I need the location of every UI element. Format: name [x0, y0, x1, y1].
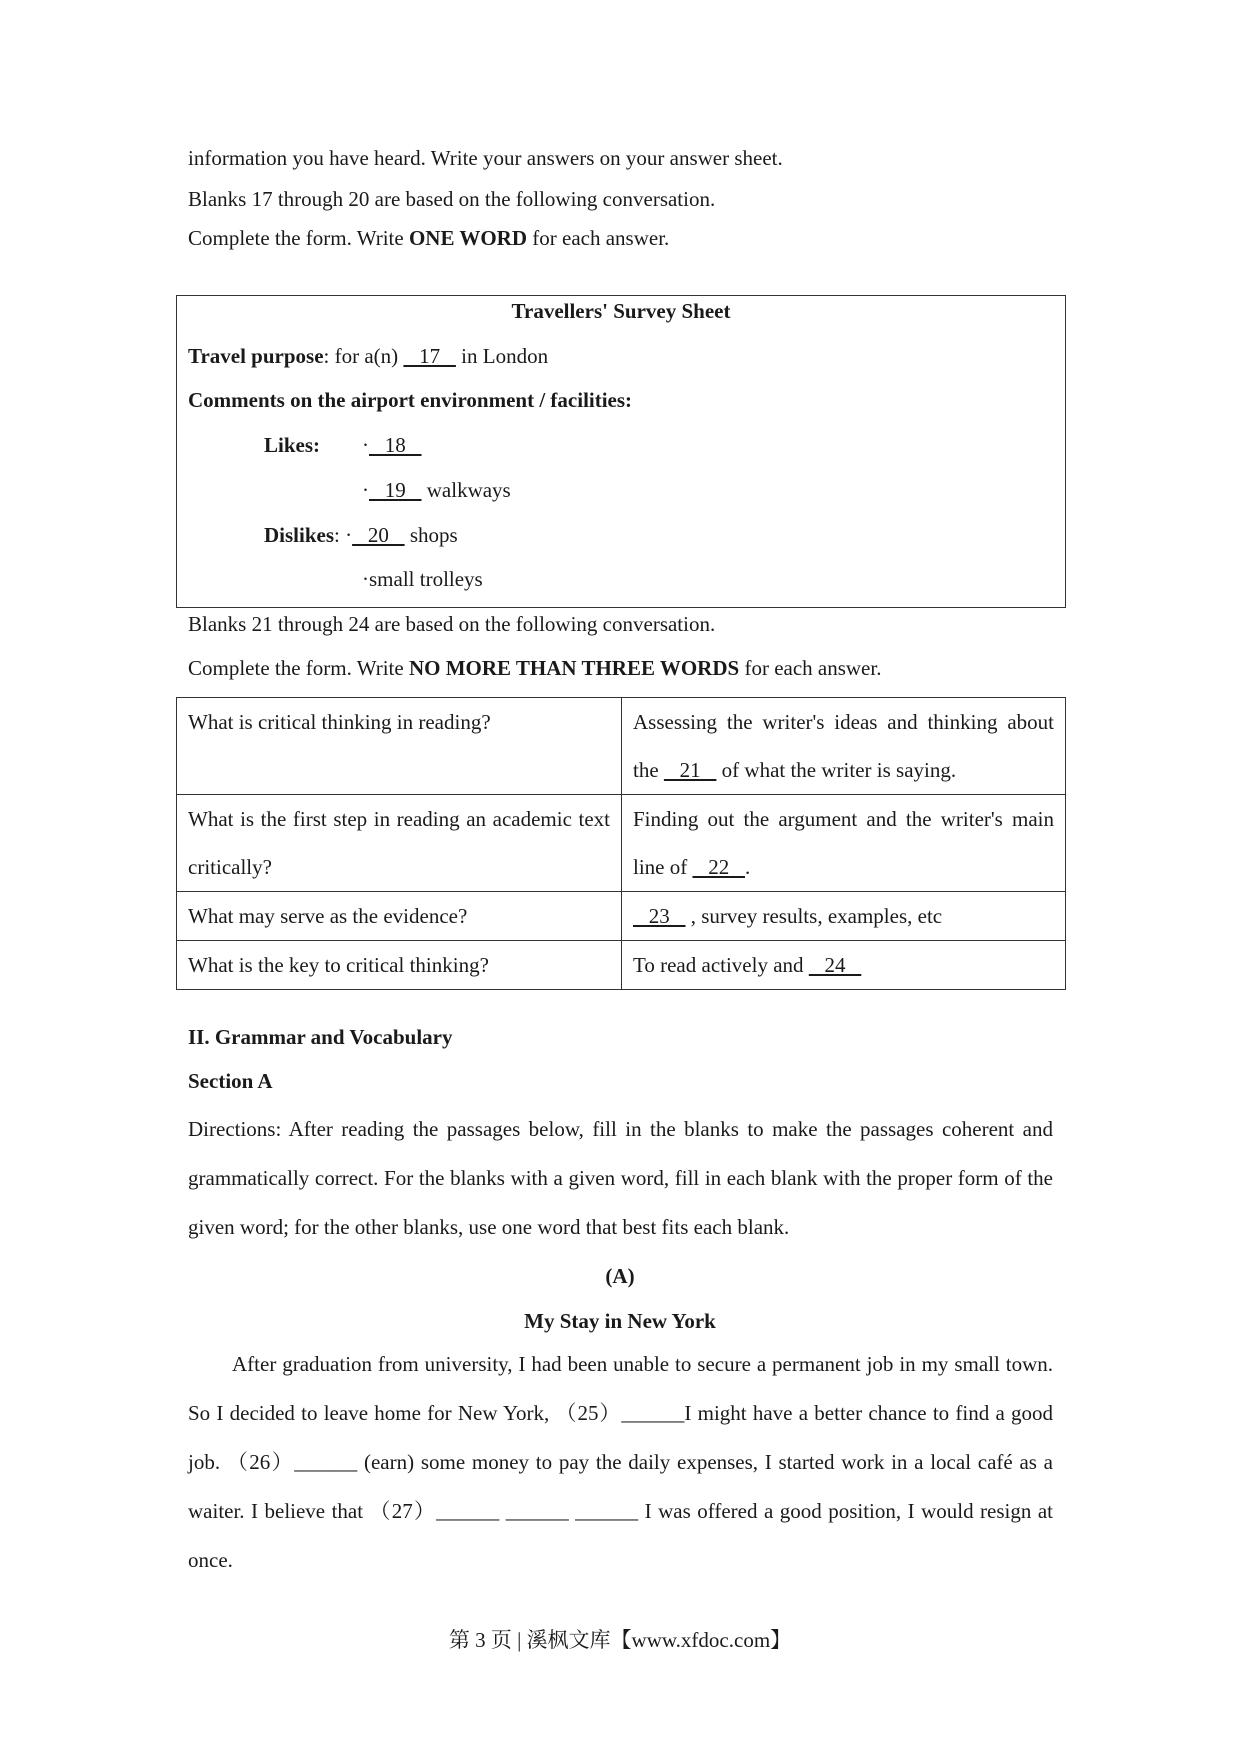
blank-23[interactable]: 23: [633, 904, 686, 928]
one-word-emphasis: ONE WORD: [408, 226, 528, 250]
travel-purpose-label: Travel purpose: [188, 344, 324, 368]
section-a-heading: Section A: [188, 1069, 273, 1093]
answer-cell: [622, 892, 1066, 941]
question-cell: What is the key to critical thinking?: [177, 941, 622, 990]
answer-cell: [622, 941, 1066, 990]
blank-17[interactable]: 17: [403, 344, 456, 368]
travel-purpose-end: in London: [455, 344, 549, 368]
directions-paragraph: Directions: After reading the passages below, fill in the blanks to make the passages coherent and grammatically correct. For the blanks with a given word, fill in each blank with the proper form of the given word; for the other blanks, use one word that best fits each blank.: [188, 1117, 1053, 1239]
bullet: ·: [362, 478, 369, 502]
answer-text: Finding out the argument and the writer's main line of: [633, 807, 1054, 879]
travel-purpose-row: [188, 341, 548, 371]
form-instruction-2-text: Complete the form. Write: [188, 656, 409, 680]
survey-title: Travellers' Survey Sheet: [511, 299, 731, 323]
blank-19[interactable]: 19: [369, 478, 422, 502]
blank-20[interactable]: 20: [352, 523, 405, 547]
answer-cell: [622, 698, 1066, 795]
answer-text-end: , survey results, examples, etc: [685, 904, 943, 928]
instruction-line: information you have heard. Write your answers on your answer sheet.: [188, 146, 783, 170]
blank-21[interactable]: 21: [663, 758, 717, 782]
blanks-17-20-note: Blanks 17 through 20 are based on the following conversation.: [188, 187, 716, 211]
three-words-emphasis: NO MORE THAN THREE WORDS: [408, 656, 740, 680]
answer-text-end: of what the writer is saying.: [716, 758, 957, 782]
likes-item-2: [362, 475, 511, 505]
likes-label: Likes:: [264, 433, 321, 457]
blank-24[interactable]: 24: [808, 953, 862, 977]
blanks-21-24-note: Blanks 21 through 24 are based on the following conversation.: [188, 612, 716, 636]
form-instruction-text: Complete the form. Write: [188, 226, 409, 250]
table-row: [177, 941, 1066, 990]
likes-item-1: [362, 430, 422, 460]
table-row: [177, 698, 1066, 795]
answer-text: To read actively and: [633, 953, 809, 977]
answer-text: Assessing the writer's ideas and thinking about the: [633, 710, 1054, 782]
comments-label: Comments on the airport environment / facilities:: [188, 388, 633, 412]
dislikes-row: [264, 520, 458, 550]
question-cell: What may serve as the evidence?: [177, 892, 622, 941]
qa-table: [176, 697, 1066, 990]
dislikes-colon: : ·: [334, 523, 353, 547]
form-instruction-text-end: for each answer.: [527, 226, 670, 250]
walkways-text: walkways: [421, 478, 511, 502]
dislikes-item-2: ·small trolleys: [362, 567, 483, 591]
grammar-heading: II. Grammar and Vocabulary: [188, 1025, 453, 1049]
blank-18[interactable]: 18: [369, 433, 422, 457]
blank-22[interactable]: 22: [692, 855, 745, 879]
question-cell: What is critical thinking in reading?: [177, 698, 622, 795]
question-cell: What is the first step in reading an academic text critically?: [177, 795, 622, 892]
table-row: [177, 795, 1066, 892]
passage-title: My Stay in New York: [524, 1309, 716, 1333]
passage-label: (A): [605, 1264, 635, 1288]
form-instruction-2-end: for each answer.: [739, 656, 882, 680]
passage-paragraph: After graduation from university, I had been unable to secure a permanent job in my small town. So I decided to leave home for New York, （25）______I might have a better chance to find a good job. （26）______ (earn) some money to pay the daily expenses, I started work in a local café as a waiter. I believe that （27）______ ______ ______ I was offered a good position, I would resign at once.: [188, 1352, 1053, 1572]
table-row: [177, 892, 1066, 941]
page-footer: 第 3 页 | 溪枫文库【www.xfdoc.com】: [448, 1628, 792, 1652]
form-instruction: [188, 223, 669, 253]
form-instruction-2: [188, 653, 881, 683]
travel-purpose-colon: : for a(n): [323, 344, 404, 368]
bullet: ·: [362, 433, 369, 457]
answer-text-end: .: [744, 855, 751, 879]
answer-cell: [622, 795, 1066, 892]
shops-text: shops: [404, 523, 458, 547]
dislikes-label: Dislikes: [264, 523, 335, 547]
